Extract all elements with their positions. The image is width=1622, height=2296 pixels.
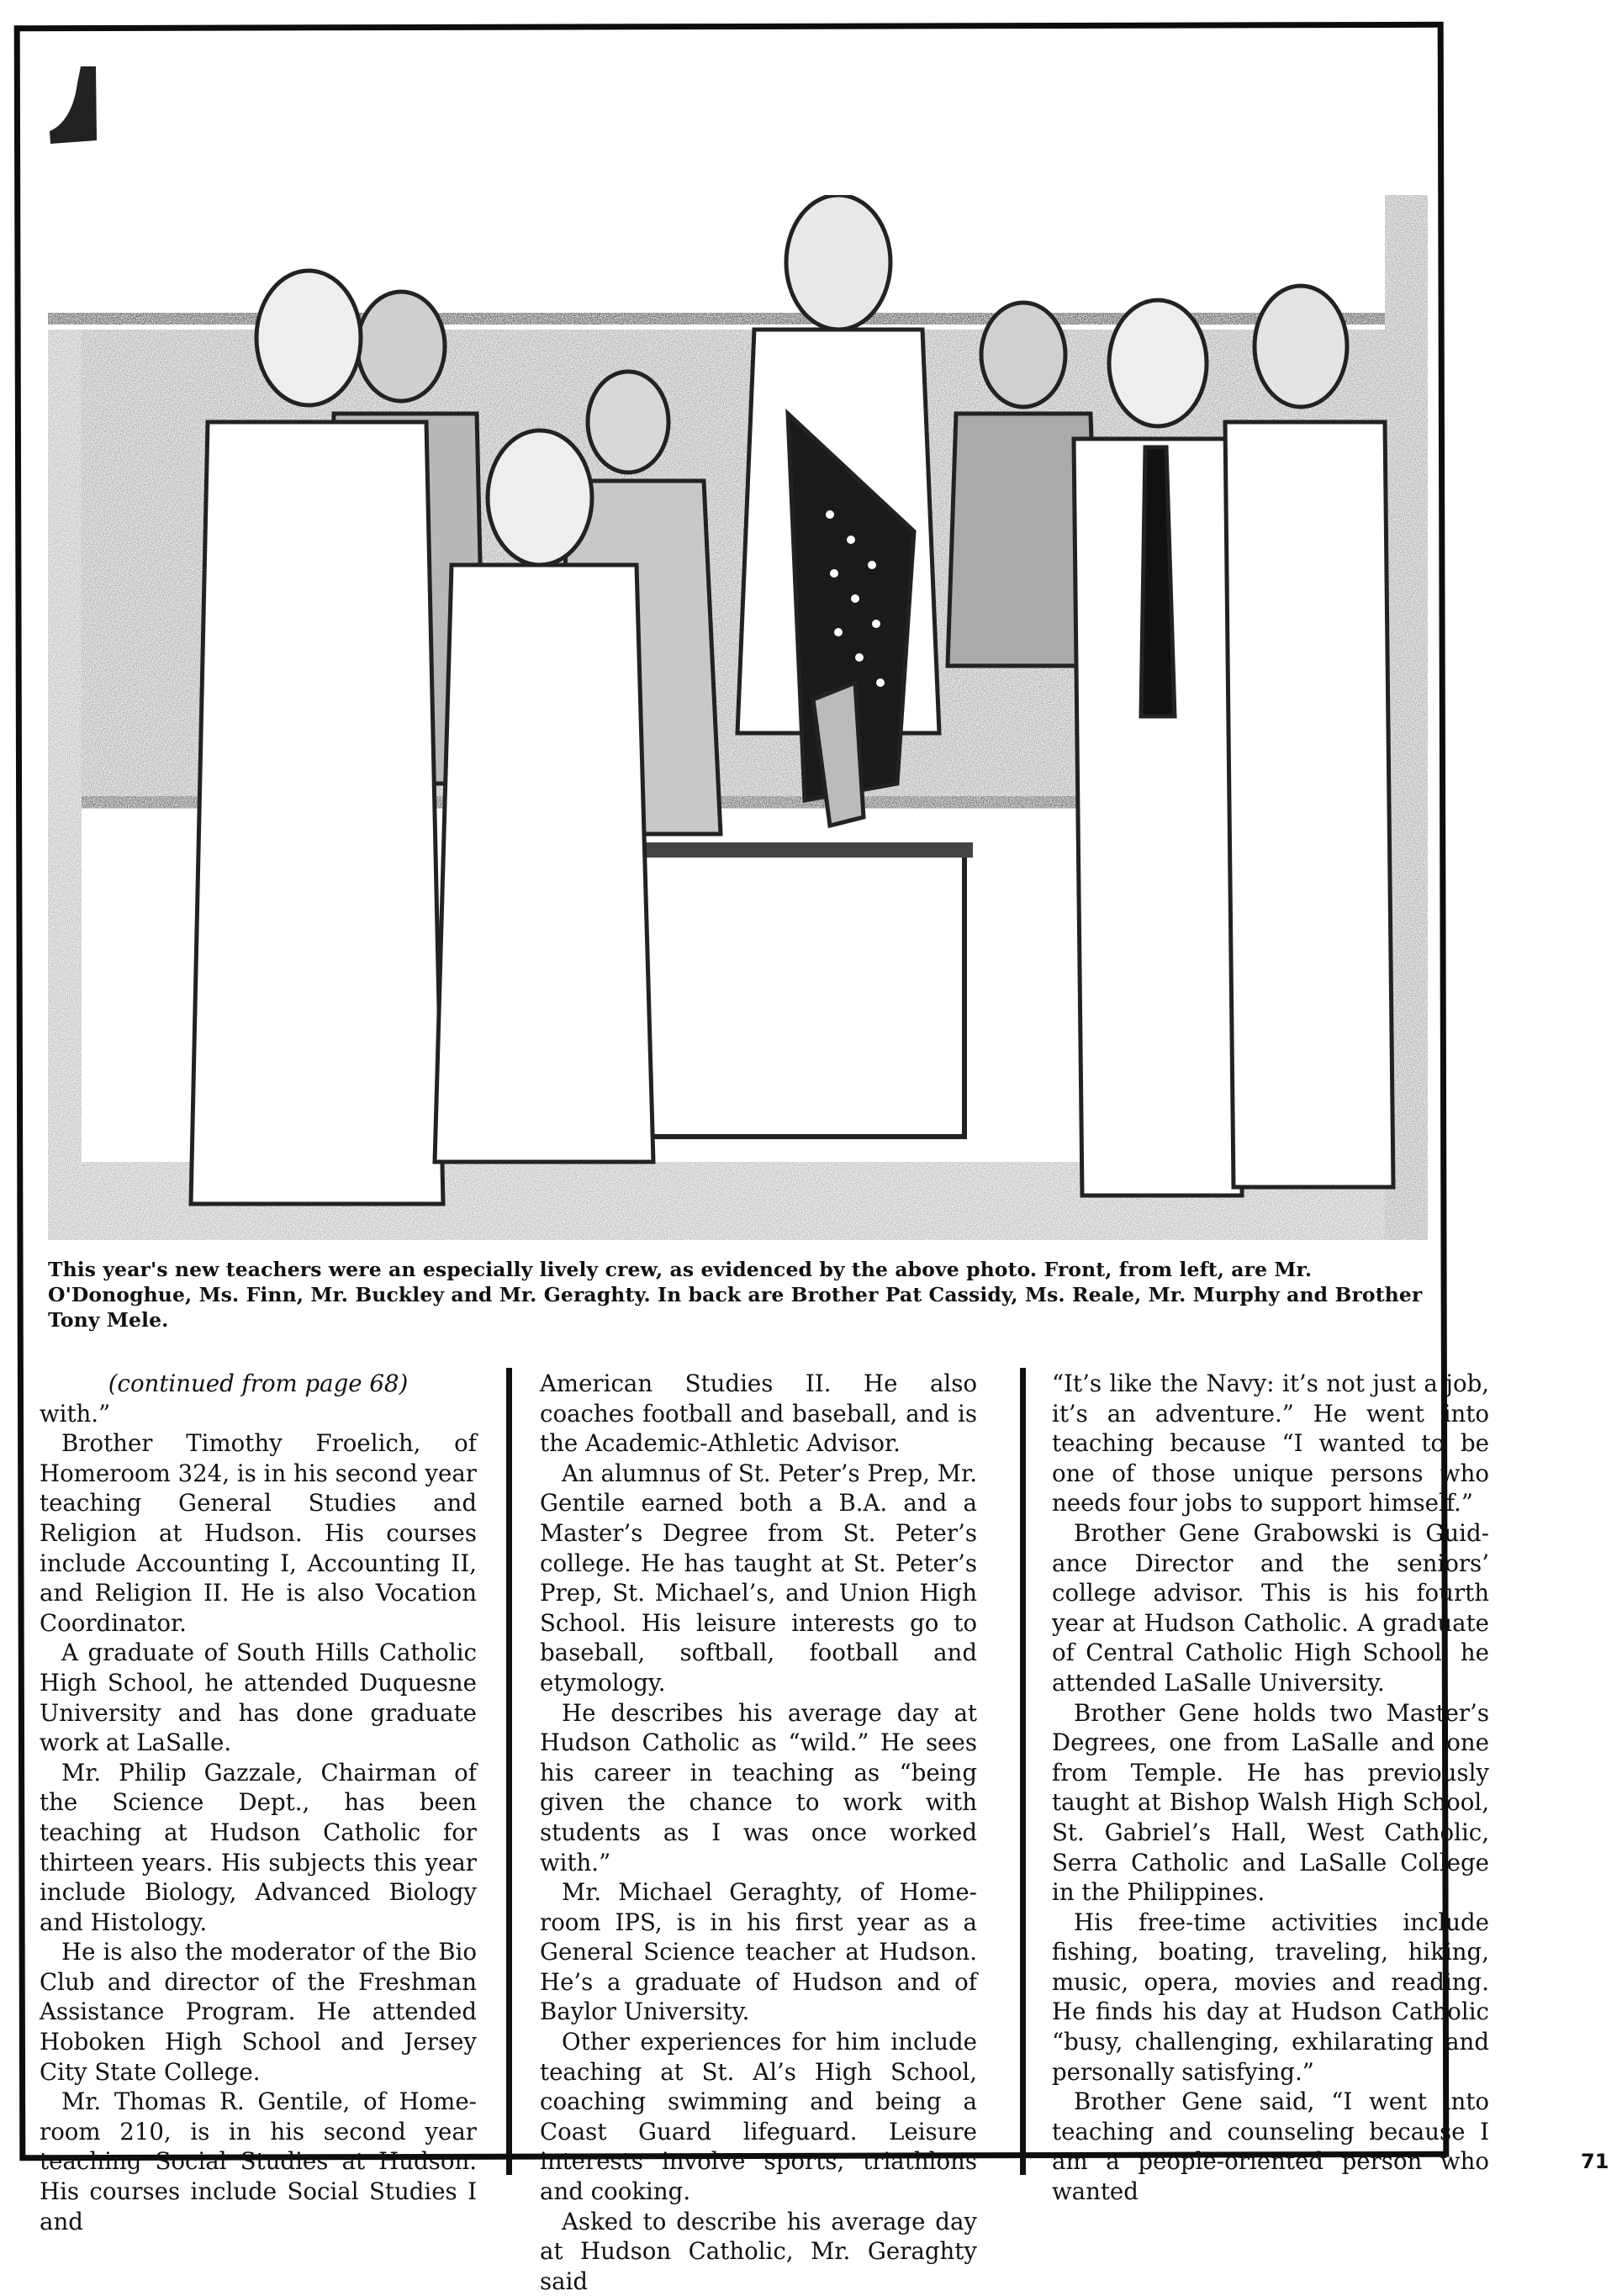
group-photo [48,195,1428,1240]
paragraph: Brother Gene said, “I went into teaching and counseling because I am a people-oriented person who wanted [1052,2088,1489,2206]
paragraph: “It’s like the Navy: it’s not just a job, it’s an adventure.” He went into teaching because “I wanted to be one of those unique persons who needs four jobs to support himself.” [1052,1370,1489,1517]
photo-illustration [48,195,1428,1240]
paragraph: His free-time activities include fishing, boating, traveling, hiking, music, opera, movies and reading. He finds his day at Hudson Catholic “busy, challenging, exhilarating and personally satisfying.” [1052,1908,1489,2086]
paragraph: He describes his average day at Hudson Catholic as “wild.” He sees his career in teaching as “being given the chance to work with students as I was once worked with.” [540,1698,977,1876]
paragraph: American Studies II. He also coaches football and baseball, and is the Academic-Athletic Advisor. [540,1370,977,1458]
article-column-1 [40,1369,477,2236]
continued-note: (continued from page 68) [108,1370,409,1397]
paragraph: Brother Gene holds two Master’s Degrees, one from LaSalle and one from Temple. He has previously taught at Bishop Walsh High School, St. Gabriel’s Hall, West Catholic, Serra Catholic and LaSalle College in the Philippines. [1052,1698,1489,1907]
page-number: 71 [1581,2150,1609,2173]
photo-caption: This year's new teachers were an especially lively crew, as evidenced by the above photo. Front, from left, are Mr. O'Donoghue, Ms. Finn, Mr. Buckley and Mr. Geraghty. In back are Brother Pat Cassidy, Ms. Reale, Mr. Murphy and Brother Tony Mele. [48,1258,1423,1332]
column-divider [1020,1368,1026,2175]
paragraph: Other experiences for him include teaching at St. Al’s High School, coaching swimming and being a Coast Guard lifeguard. Leisure interests involve sports, triathlons and cooking. [540,2028,977,2206]
paragraph: A graduate of South Hills Catholic High School, he attended Duquesne University and has done graduate work at LaSalle. [40,1639,477,1757]
paragraph: Mr. Thomas R. Gentile, of Homeroom 210, is in his second year teaching Social Studies at Hudson. His courses include Social Studies I and [40,2088,477,2235]
paragraph: Brother Timothy Froelich, of Homeroom 324, is in his second year teaching General Studies and Religion at Hudson. His courses include Accounting I, Accounting II, and Religion II. He is also Vocation Coordinator. [40,1429,477,1637]
paragraph: with.” [40,1399,111,1428]
column-divider [506,1368,512,2175]
paragraph: Mr. Philip Gazzale, Chairman of the Science Dept., has been teaching at Hudson Catholic for thirteen years. His subjects this year include Biology, Advanced Biology and Histology. [40,1758,477,1936]
corner-bracket-mark [49,66,98,146]
paragraph: He is also the moderator of the Bio Club and director of the Freshman Assistance Program. He attended Hoboken High School and Jersey City State College. [40,1938,477,2086]
paragraph: Brother Gene Grabowski is Guidance Director and the seniors’ college advisor. This is his fourth year at Hudson Catholic. A graduate of Central Catholic High School, he attended LaSalle University. [1052,1518,1489,1697]
article-column-2 [540,1369,977,2296]
article-column-3 [1052,1369,1489,2207]
paragraph: Mr. Michael Geraghty, of Homeroom IPS, is in his first year as a General Science teacher at Hudson. He’s a graduate of Hudson and of Baylor University. [540,1878,977,2026]
paragraph: An alumnus of St. Peter’s Prep, Mr. Gentile earned both a B.A. and a Master’s Degree from St. Peter’s college. He has taught at St. Peter’s Prep, St. Michael’s, and Union High School. His leisure interests go to baseball, softball, football and etymology. [540,1459,977,1697]
paragraph: Asked to describe his average day at Hudson Catholic, Mr. Geraghty said [540,2207,977,2295]
